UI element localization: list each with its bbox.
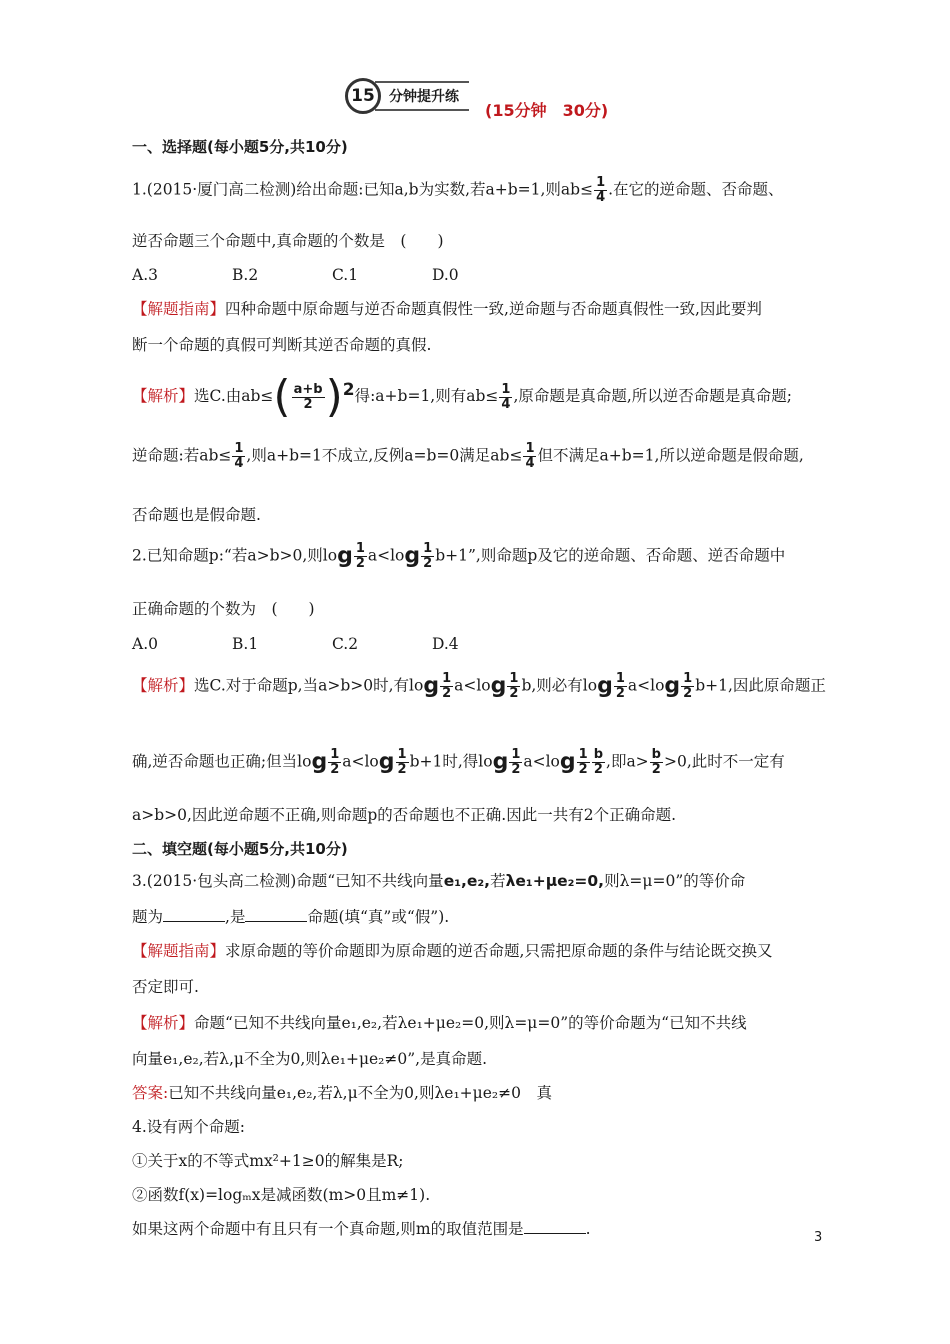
banner-label: 分钟提升练 [375,81,469,111]
q1-stem-line1: 1.(2015·厦门高二检测)给出命题:已知a,b为实数,若a+b=1,则ab≤ $\frac{1}{4}$ .在它的逆命题、否命题、 [132,175,784,205]
fraction-quarter: $\frac{1}{4}$ [596,175,606,205]
q1-solution-line3: 否命题也是假命题. [132,506,261,524]
q2-solution-line3: a>b>0,因此逆命题不正确,则命题p的否命题也不正确.因此一共有2个正确命题. [132,806,676,824]
q2-stem-line1: 2.已知命题p:“若a>b>0,则log $\frac{1}{2}$ a<log $\frac{1}{2}$ b+1”,则命题p及它的逆命题、否命题、逆否命题中 [132,541,786,571]
answer-blank[interactable] [524,1219,586,1234]
section-heading-choice: 一、选择题(每小题5分,共10分) [132,138,348,156]
q4-stem: 4.设有两个命题: [132,1118,246,1136]
q2-options: A.0 B.1 C.2 D.4 [132,635,459,653]
q4-proposition-2: ②函数f(x)=logₘx是减函数(m>0且m≠1). [132,1186,431,1204]
q1-guide-line2: 断一个命题的真假可判断其逆否命题的真假. [132,336,432,354]
banner-number: 15 [345,78,381,114]
answer-blank[interactable] [163,907,225,922]
q3-guide-line2: 否定即可. [132,978,199,996]
section-heading-fill: 二、填空题(每小题5分,共10分) [132,840,348,858]
section-banner [345,78,469,114]
answer-blank[interactable] [245,907,307,922]
q2-solution-line1: 【解析】选C.对于命题p,当a>b>0时,有log $\frac{1}{2}$ a<log $\frac{1}{2}$ b,则必有log $\frac{1}{2}$ a<log $\frac{1}{2}$ b+1,因此原命题正 [132,671,826,701]
q1-solution-line1: 【解析】选C.由ab≤( $\frac{a+b}{2}$ )2得:a+b=1,则有ab≤ $\frac{1}{4}$ ,原命题是真命题,所以逆否命题是真命题; [132,371,793,423]
q1-guide-line1: 【解题指南】四种命题中原命题与逆否命题真假性一致,逆命题与否命题真假性一致,因此要判 [132,300,762,318]
q1-stem-line2: 逆否命题三个命题中,真命题的个数是 ( ) [132,232,444,250]
q4-question: 如果这两个命题中有且只有一个真命题,则m的取值范围是 . [132,1220,591,1238]
q3-solution-line2: 向量e₁,e₂,若λ,μ不全为0,则λe₁+μe₂≠0”,是真命题. [132,1050,488,1068]
q2-solution-line2: 确,逆否命题也正确;但当log $\frac{1}{2}$ a<log $\frac{1}{2}$ b+1时,得log $\frac{1}{2}$ a<log $\frac{1}{2}$ $\frac{b}{2}$ ,即a> $\frac{b}{2}$ >0,此时不一定有 [132,747,785,777]
page-number: 3 [814,1230,823,1245]
q3-guide-line1: 【解题指南】求原命题的等价命题即为原命题的逆否命题,只需把原命题的条件与结论既交换又 [132,942,773,960]
q3-solution-line1: 【解析】命题“已知不共线向量e₁,e₂,若λe₁+μe₂=0,则λ=μ=0”的等价命题为“已知不共线 [132,1014,747,1032]
q3-answer: 答案:已知不共线向量e₁,e₂,若λ,μ不全为0,则λe₁+μe₂≠0 真 [132,1084,552,1102]
q3-stem-line2: 题为 ,是 命题(填“真”或“假”). [132,908,450,926]
q1-options: A.3 B.2 C.1 D.0 [132,266,459,284]
q3-stem-line1: 3.(2015·包头高二检测)命题“已知不共线向量e₁,e₂,若λe₁+μe₂=0,则λ=μ=0”的等价命 [132,872,746,890]
q4-proposition-1: ①关于x的不等式mx²+1≥0的解集是R; [132,1152,404,1170]
q1-solution-line2: 逆命题:若ab≤ $\frac{1}{4}$ ,则a+b=1不成立,反例a=b=0满足ab≤ $\frac{1}{4}$ 但不满足a+b=1,所以逆命题是假命题, [132,441,804,471]
banner-time-score: (15分钟 30分) [485,101,609,120]
q2-stem-line2: 正确命题的个数为 ( ) [132,600,315,618]
